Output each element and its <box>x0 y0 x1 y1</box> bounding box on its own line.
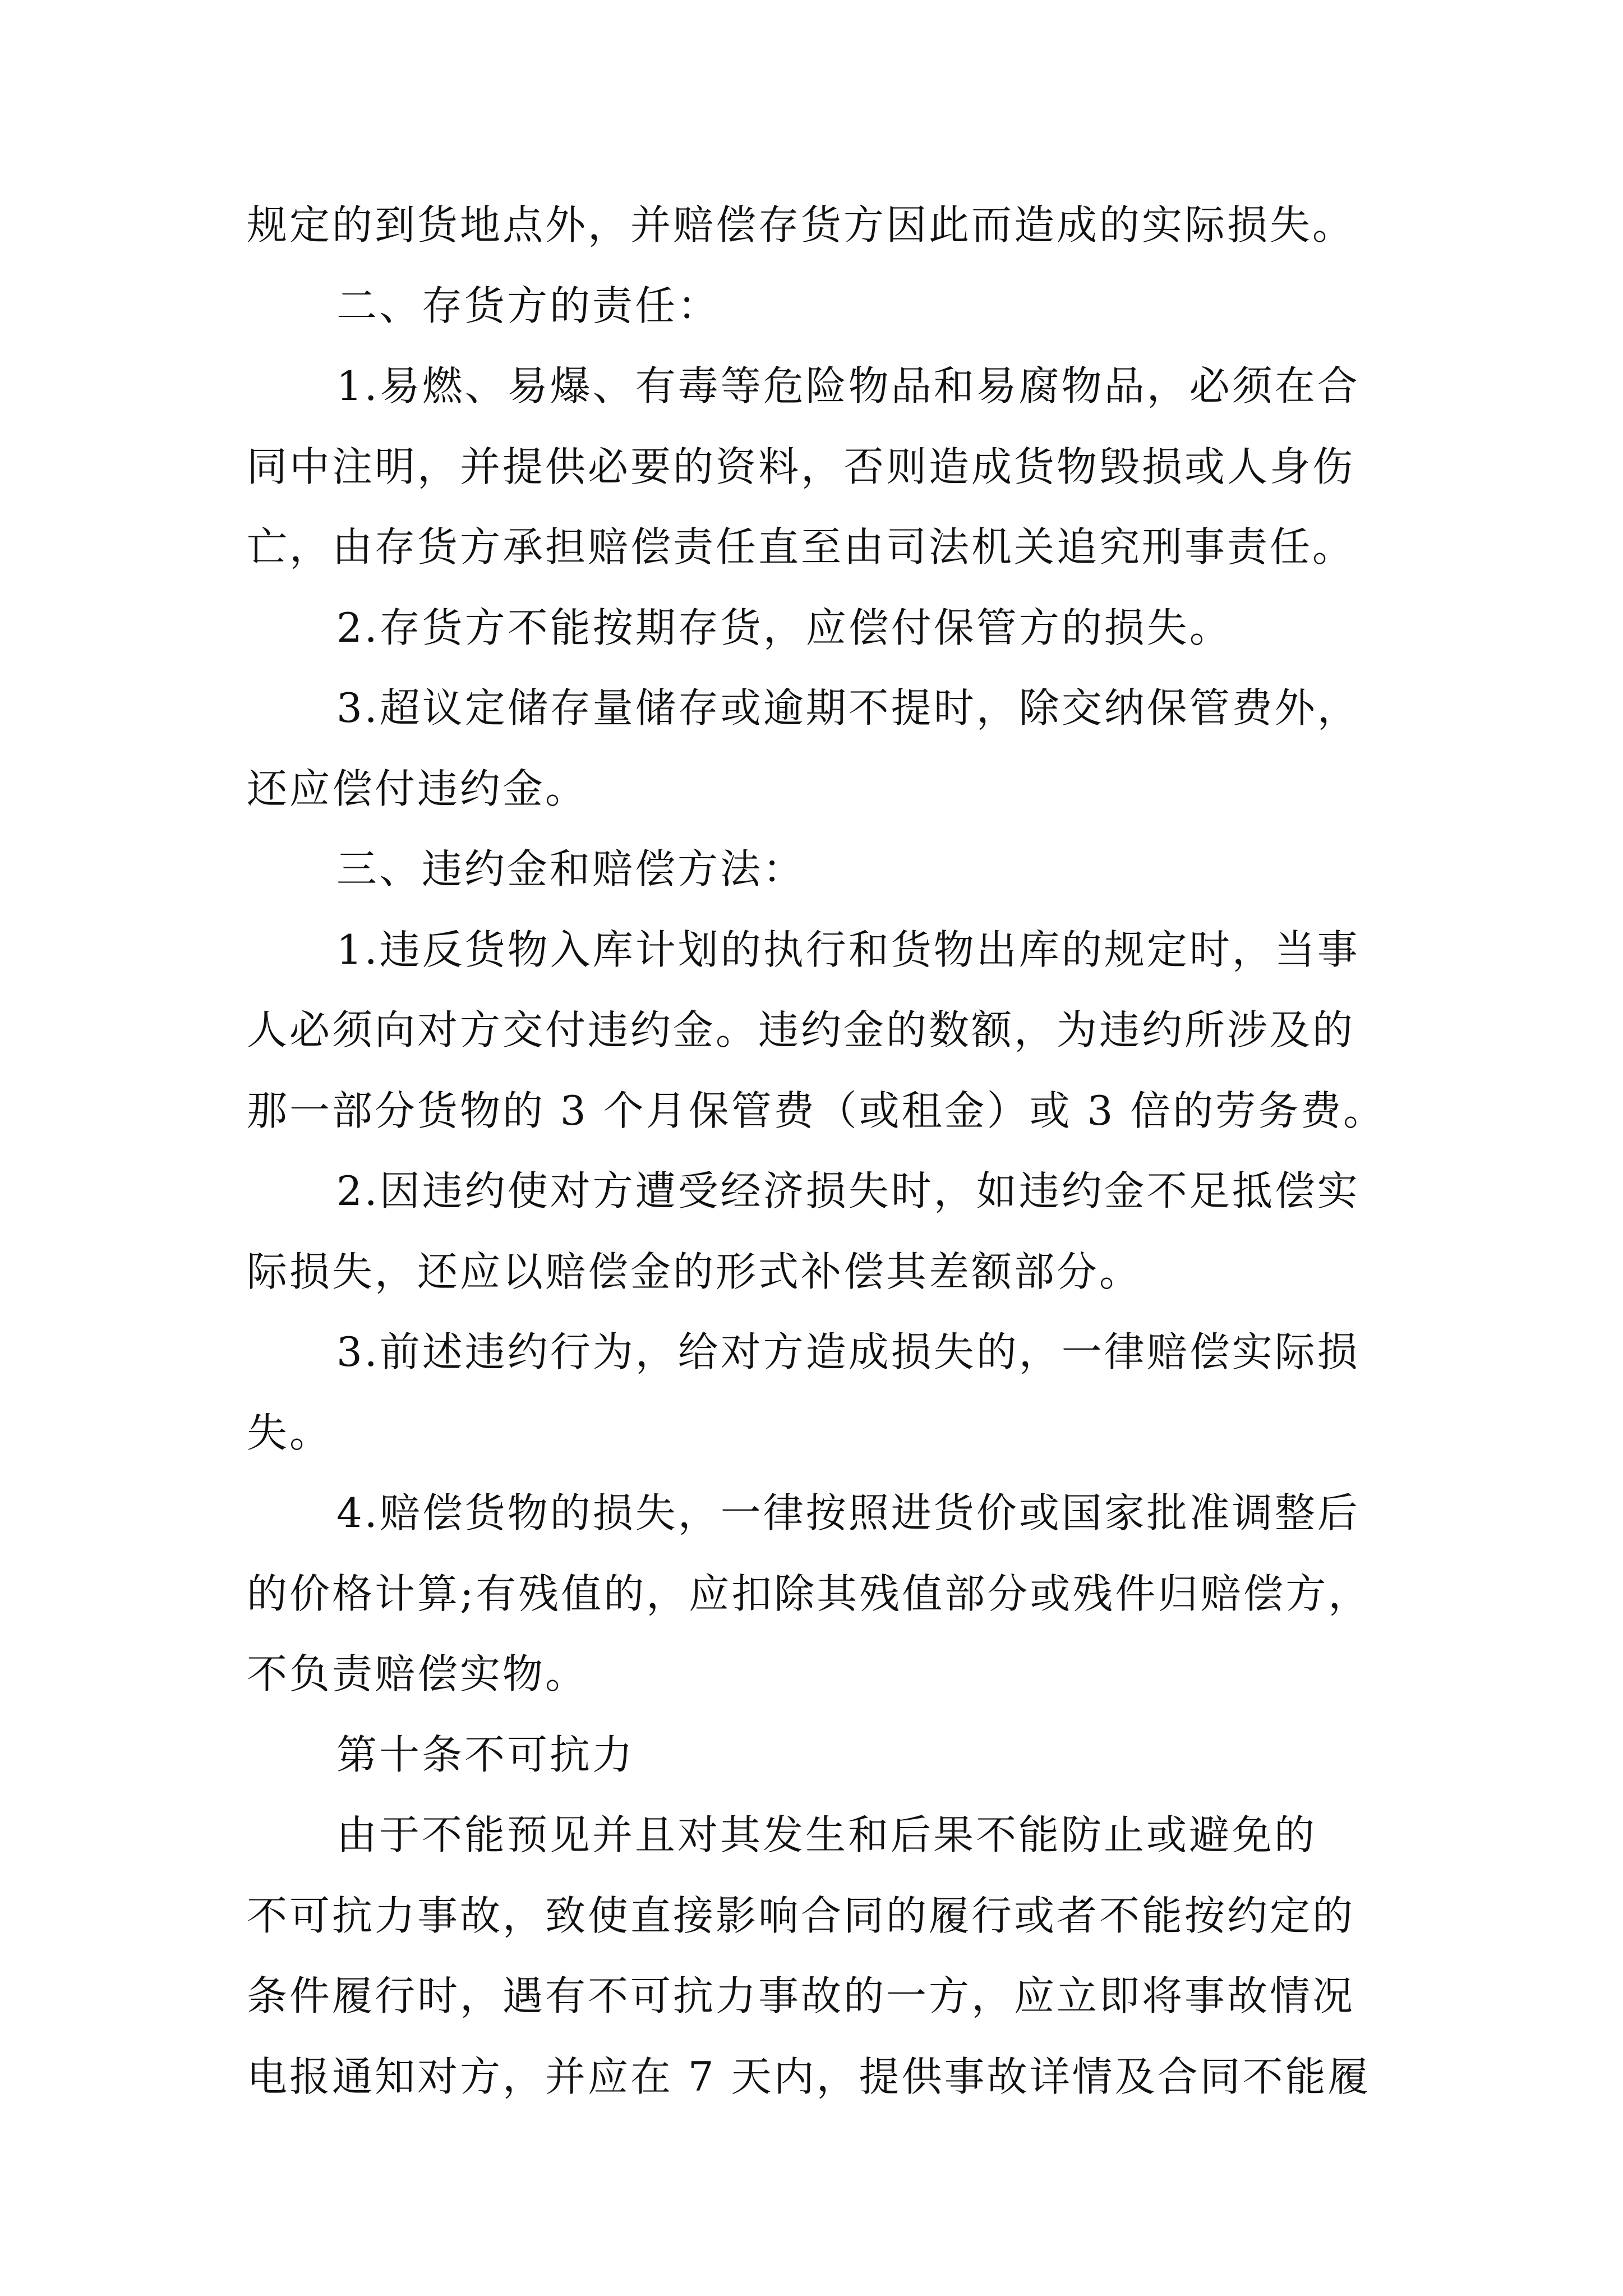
text-line: 还应偿付违约金。 <box>247 765 588 812</box>
text-line: 同中注明，并提供必要的资料，否则造成货物毁损或人身伤 <box>247 443 1355 490</box>
text-line: 二、存货方的责任： <box>336 282 721 329</box>
text-line: 4.赔偿货物的损失，一律按照进货价或国家批准调整后 <box>336 1489 1360 1536</box>
text-line: 不可抗力事故，致使直接影响合同的履行或者不能按约定的 <box>247 1892 1355 1939</box>
text-line: 1.易燃、易爆、有毒等危险物品和易腐物品，必须在合 <box>336 362 1360 409</box>
text-line: 2.因违约使对方遭受经济损失时，如违约金不足抵偿实 <box>336 1167 1360 1214</box>
text-line: 电报通知对方，并应在 7 天内，提供事故详情及合同不能履 <box>247 2053 1371 2100</box>
text-line: 第十条不可抗力 <box>336 1731 635 1778</box>
text-line: 际损失，还应以赔偿金的形式补偿其差额部分。 <box>247 1248 1142 1295</box>
text-line: 3.前述违约行为，给对方造成损失的，一律赔偿实际损 <box>336 1328 1360 1375</box>
text-line: 3.超议定储存量储存或逾期不提时，除交纳保管费外， <box>336 684 1360 731</box>
text-line: 条件履行时，遇有不可抗力事故的一方，应立即将事故情况 <box>247 1972 1355 2019</box>
text-line: 三、违约金和赔偿方法： <box>336 845 806 892</box>
text-line: 不负责赔偿实物。 <box>247 1650 588 1697</box>
text-line: 规定的到货地点外，并赔偿存货方因此而造成的实际损失。 <box>247 201 1355 249</box>
text-line: 亡，由存货方承担赔偿责任直至由司法机关追究刑事责任。 <box>247 523 1355 570</box>
text-line: 由于不能预见并且对其发生和后果不能防止或避免的 <box>336 1811 1317 1858</box>
text-line: 1.违反货物入库计划的执行和货物出库的规定时，当事 <box>336 926 1360 973</box>
text-line: 失。 <box>247 1409 333 1456</box>
text-line: 的价格计算;有残值的，应扣除其残值部分或残件归赔偿方， <box>247 1570 1371 1617</box>
text-line: 2.存货方不能按期存货，应偿付保管方的损失。 <box>336 604 1232 651</box>
text-line: 那一部分货物的 3 个月保管费（或租金）或 3 倍的劳务费。 <box>247 1087 1386 1134</box>
document-body <box>247 185 1385 2117</box>
text-line: 人必须向对方交付违约金。违约金的数额，为违约所涉及的 <box>247 1006 1355 1053</box>
